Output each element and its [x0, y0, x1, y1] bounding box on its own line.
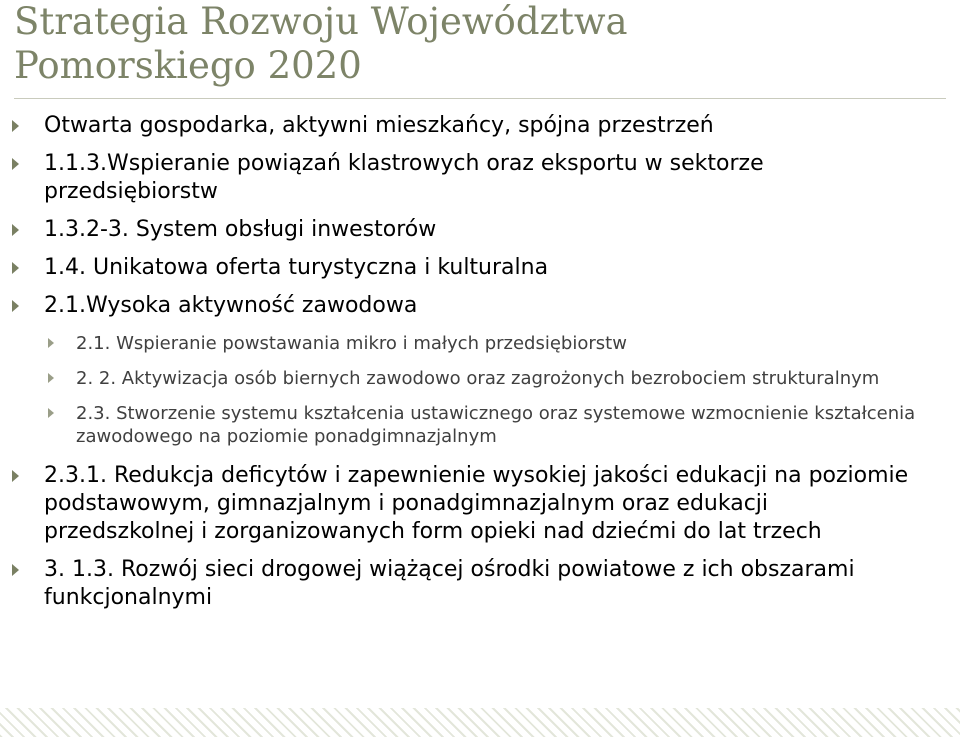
title-separator — [14, 98, 946, 99]
sub-bullet-item-2-2 — [0, 367, 960, 390]
bullet-text: 2. 2. Aktywizacja osób biernych zawodowo oraz zagrożonych bezrobociem strukturalnym — [76, 368, 880, 389]
bullet-arrow-icon — [12, 224, 19, 236]
bullet-text: 1.3.2-3. System obsługi inwestorów — [44, 217, 437, 242]
decorative-footer-band — [0, 708, 960, 737]
bullet-item-1-4 — [0, 254, 960, 282]
bullet-text: 2.3. Stworzenie systemu kształcenia ustawicznego oraz systemowe wzmocnienie kształcenia zawodowego na poziomie ponadgimnazjalnym — [76, 403, 916, 447]
slide-title — [14, 0, 944, 88]
bullet-arrow-icon — [12, 564, 19, 576]
bullet-text: Otwarta gospodarka, aktywni mieszkańcy, spójna przestrzeń — [44, 113, 714, 138]
bullet-arrow-icon — [12, 158, 19, 170]
bullet-text: 1.4. Unikatowa oferta turystyczna i kulturalna — [44, 255, 549, 280]
bullet-arrow-icon — [48, 373, 54, 383]
bullet-arrow-icon — [12, 300, 19, 312]
slide-title-line-1: Strategia Rozwoju Województwa — [14, 0, 628, 43]
bullet-item-2-1 — [0, 292, 960, 320]
bullet-arrow-icon — [12, 120, 19, 132]
bullet-list — [0, 112, 960, 612]
slide-title-line-2: Pomorskiego 2020 — [14, 44, 362, 87]
bullet-text: 2.1.Wysoka aktywność zawodowa — [44, 293, 418, 318]
sub-bullet-item-2-1 — [0, 332, 960, 355]
bullet-arrow-icon — [12, 262, 19, 274]
bullet-arrow-icon — [48, 338, 54, 348]
bullet-text: 2.1. Wspieranie powstawania mikro i małych przedsiębiorstw — [76, 333, 627, 354]
bullet-item-2-3-1 — [0, 462, 960, 546]
bullet-arrow-icon — [48, 408, 54, 418]
sub-bullet-item-2-3 — [0, 402, 960, 448]
bullet-item-1-1-3 — [0, 150, 960, 206]
bullet-text: 1.1.3.Wspieranie powiązań klastrowych oraz eksportu w sektorze przedsiębiorstw — [44, 151, 764, 204]
bullet-item-1-3-2-3 — [0, 216, 960, 244]
bullet-text: 2.3.1. Redukcja deficytów i zapewnienie wysokiej jakości edukacji na poziomie podstawowym, gimnazjalnym i ponadgimnazjalnym oraz edukacji przedszkolnej i zorganizowanych form opieki nad dziećmi do lat trzech — [44, 463, 909, 544]
bullet-item-otwarta-gospodarka — [0, 112, 960, 140]
bullet-item-3-1-3 — [0, 556, 960, 612]
bullet-text: 3. 1.3. Rozwój sieci drogowej wiążącej ośrodki powiatowe z ich obszarami funkcjonalnymi — [44, 557, 855, 610]
bullet-arrow-icon — [12, 470, 19, 482]
